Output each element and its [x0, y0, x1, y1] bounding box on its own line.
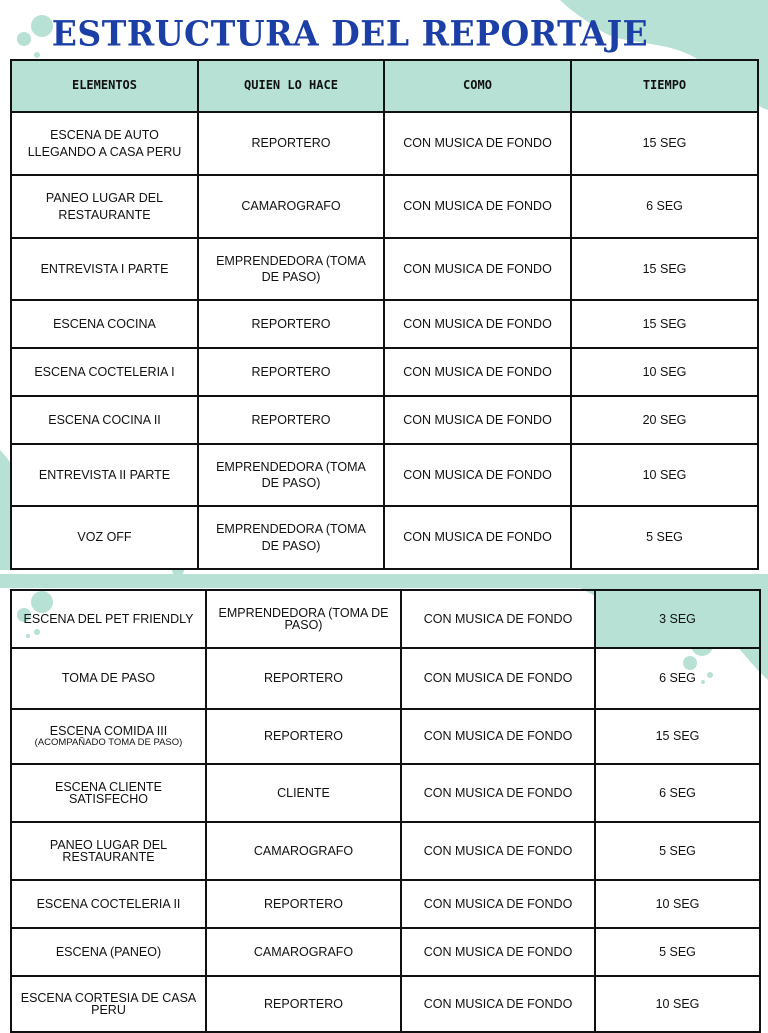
- cell-como-text: CON MUSICA DE FONDO: [403, 467, 552, 482]
- report-structure-table-2: [10, 589, 759, 1033]
- cell-quien-lo-hace-text: REPORTERO: [251, 136, 331, 151]
- table-row: [11, 238, 758, 300]
- cell-tiempo-text: 10 SEG: [655, 896, 700, 911]
- cell-tiempo-text: 10 SEG: [642, 364, 687, 379]
- cell-quien-lo-hace-text: REPORTERO: [264, 729, 343, 744]
- cell-tiempo-text: 6 SEG: [659, 785, 696, 800]
- cell-elemento: [11, 396, 198, 444]
- table-row: [11, 764, 760, 822]
- cell-elemento: [11, 928, 206, 976]
- cell-tiempo: [595, 928, 760, 976]
- table-header-row: [11, 60, 758, 112]
- cell-tiempo: [571, 175, 758, 238]
- cell-quien-lo-hace: [198, 396, 384, 444]
- cell-como-text: CON MUSICA DE FONDO: [423, 785, 573, 800]
- cell-quien-lo-hace-text: CAMAROGRAFO: [241, 199, 341, 214]
- cell-elemento-text: PANEO LUGAR DEL RESTAURANTE: [49, 837, 168, 864]
- cell-elemento-text: ESCENA DEL PET FRIENDLY: [23, 611, 194, 626]
- cell-como: [401, 822, 595, 880]
- table-row: [11, 112, 758, 175]
- table-row: [11, 444, 758, 506]
- cell-quien-lo-hace-text: EMPRENDEDORA (TOMA DE PASO): [216, 459, 366, 490]
- cell-quien-lo-hace: [206, 709, 401, 764]
- cell-tiempo: [595, 590, 760, 648]
- cell-elemento: [11, 709, 206, 764]
- cell-como-text: CON MUSICA DE FONDO: [423, 996, 573, 1011]
- cell-quien-lo-hace-text: CAMAROGRAFO: [253, 843, 354, 858]
- cell-tiempo-text: 10 SEG: [642, 467, 687, 482]
- cell-elemento-text: ESCENA (PANEO): [55, 944, 162, 959]
- cell-quien-lo-hace-text: REPORTERO: [251, 364, 331, 379]
- cell-elemento-text: VOZ OFF: [77, 530, 132, 545]
- header-elementos: ELEMENTOS: [11, 60, 198, 112]
- cell-quien-lo-hace: [198, 506, 384, 569]
- table-row: [11, 348, 758, 396]
- cell-quien-lo-hace: [198, 112, 384, 175]
- cell-elemento-text: TOMA DE PASO: [61, 671, 156, 686]
- cell-como: [384, 300, 571, 348]
- cell-como-text: CON MUSICA DE FONDO: [403, 412, 552, 427]
- cell-quien-lo-hace: [198, 444, 384, 506]
- cell-tiempo-text: 6 SEG: [659, 671, 696, 686]
- cell-quien-lo-hace: [206, 880, 401, 928]
- cell-elemento: [11, 175, 198, 238]
- cell-quien-lo-hace: [198, 348, 384, 396]
- report-structure-table-1: [10, 59, 757, 570]
- table-row: [11, 175, 758, 238]
- cell-tiempo: [571, 506, 758, 569]
- cell-elemento: [11, 590, 206, 648]
- table-row: [11, 648, 760, 709]
- cell-tiempo: [571, 238, 758, 300]
- cell-quien-lo-hace-text: EMPRENDEDORA (TOMA DE PASO): [218, 605, 389, 632]
- header-tiempo: TIEMPO: [571, 60, 758, 112]
- cell-como: [384, 348, 571, 396]
- cell-como: [401, 880, 595, 928]
- cell-quien-lo-hace-text: REPORTERO: [264, 671, 343, 686]
- cell-elemento-text: ESCENA DE AUTO LLEGANDO A CASA PERU: [27, 128, 182, 159]
- cell-elemento: [11, 880, 206, 928]
- cell-elemento-text: ESCENA CORTESIA DE CASA PERU: [20, 990, 197, 1017]
- cell-como-text: CON MUSICA DE FONDO: [403, 261, 552, 276]
- cell-como: [401, 928, 595, 976]
- cell-tiempo: [571, 348, 758, 396]
- cell-tiempo-text: 20 SEG: [642, 412, 687, 427]
- cell-quien-lo-hace-text: CAMAROGRAFO: [253, 944, 354, 959]
- cell-tiempo-text: 15 SEG: [642, 136, 687, 151]
- cell-tiempo-text: 5 SEG: [659, 843, 696, 858]
- cell-elemento: [11, 648, 206, 709]
- table-row: [11, 822, 760, 880]
- header-quien-lo-hace: QUIEN LO HACE: [198, 60, 384, 112]
- table-row: [11, 928, 760, 976]
- cell-elemento-text: ESCENA CLIENTE SATISFECHO: [55, 779, 162, 806]
- cell-tiempo-text: 5 SEG: [646, 530, 683, 545]
- cell-elemento-text: PANEO LUGAR DEL RESTAURANTE: [45, 191, 164, 222]
- cell-tiempo-text: 5 SEG: [659, 944, 696, 959]
- cell-quien-lo-hace: [198, 300, 384, 348]
- cell-tiempo: [595, 880, 760, 928]
- page-title: ESTRUCTURA DEL REPORTAJE: [51, 13, 649, 54]
- cell-quien-lo-hace-text: REPORTERO: [264, 896, 343, 911]
- cell-como: [401, 590, 595, 648]
- cell-como-text: CON MUSICA DE FONDO: [403, 199, 552, 214]
- cell-como-text: CON MUSICA DE FONDO: [423, 611, 573, 626]
- cell-elemento: [11, 822, 206, 880]
- cell-como: [384, 396, 571, 444]
- cell-tiempo: [571, 112, 758, 175]
- cell-elemento-text: ENTREVISTA II PARTE: [38, 467, 171, 482]
- cell-como: [401, 764, 595, 822]
- cell-como-text: CON MUSICA DE FONDO: [423, 896, 573, 911]
- cell-como: [384, 238, 571, 300]
- cell-elemento: [11, 112, 198, 175]
- cell-tiempo: [595, 709, 760, 764]
- cell-elemento-text: ESCENA COCINA: [53, 316, 156, 331]
- cell-como: [384, 175, 571, 238]
- cell-tiempo: [571, 396, 758, 444]
- cell-quien-lo-hace: [206, 648, 401, 709]
- cell-como-text: CON MUSICA DE FONDO: [423, 944, 573, 959]
- cell-quien-lo-hace-text: EMPRENDEDORA (TOMA DE PASO): [216, 522, 366, 553]
- cell-tiempo: [595, 648, 760, 709]
- cell-tiempo: [571, 444, 758, 506]
- cell-quien-lo-hace-text: REPORTERO: [264, 996, 343, 1011]
- cell-elemento-text: ESCENA COCTELERIA I: [34, 364, 175, 379]
- cell-como: [401, 648, 595, 709]
- cell-tiempo: [595, 822, 760, 880]
- cell-como-text: CON MUSICA DE FONDO: [423, 843, 573, 858]
- cell-tiempo-text: 3 SEG: [659, 611, 696, 626]
- cell-elemento-text: ESCENA COMIDA III: [49, 724, 168, 739]
- table-row: [11, 590, 760, 648]
- cell-tiempo-text: 15 SEG: [655, 729, 700, 744]
- cell-elemento-text: ESCENA COCTELERIA II: [36, 896, 181, 911]
- cell-quien-lo-hace-text: CLIENTE: [277, 785, 330, 800]
- cell-quien-lo-hace: [198, 175, 384, 238]
- cell-como-text: CON MUSICA DE FONDO: [403, 364, 552, 379]
- cell-como-text: CON MUSICA DE FONDO: [423, 671, 573, 686]
- table-row: [11, 880, 760, 928]
- cell-como: [401, 709, 595, 764]
- cell-como-text: CON MUSICA DE FONDO: [423, 729, 573, 744]
- cell-como: [384, 112, 571, 175]
- cell-quien-lo-hace: [206, 764, 401, 822]
- cell-elemento: [11, 300, 198, 348]
- cell-tiempo-text: 15 SEG: [642, 261, 687, 276]
- cell-quien-lo-hace: [206, 822, 401, 880]
- table-row: [11, 300, 758, 348]
- cell-elemento: [11, 238, 198, 300]
- cell-tiempo: [595, 764, 760, 822]
- cell-como-text: CON MUSICA DE FONDO: [403, 530, 552, 545]
- cell-quien-lo-hace: [206, 590, 401, 648]
- table-row: [11, 506, 758, 569]
- header-como: COMO: [384, 60, 571, 112]
- cell-elemento: [11, 764, 206, 822]
- table-row: [11, 709, 760, 764]
- cell-como-text: CON MUSICA DE FONDO: [403, 316, 552, 331]
- cell-quien-lo-hace-text: REPORTERO: [251, 316, 331, 331]
- cell-elemento: [11, 506, 198, 569]
- cell-tiempo-text: 6 SEG: [646, 199, 683, 214]
- cell-como-text: CON MUSICA DE FONDO: [403, 136, 552, 151]
- cell-tiempo-text: 15 SEG: [642, 316, 687, 331]
- cell-quien-lo-hace-text: REPORTERO: [251, 412, 331, 427]
- cell-como: [384, 506, 571, 569]
- cell-elemento: [11, 444, 198, 506]
- cell-elemento-text: ESCENA COCINA II: [48, 412, 161, 427]
- cell-tiempo-text: 10 SEG: [655, 996, 700, 1011]
- cell-elemento-subtext: (ACOMPAÑADO TOMA DE PASO): [34, 736, 183, 748]
- table-row: [11, 396, 758, 444]
- cell-como: [384, 444, 571, 506]
- cell-quien-lo-hace: [206, 928, 401, 976]
- cell-quien-lo-hace: [198, 238, 384, 300]
- cell-elemento-text: ENTREVISTA I PARTE: [40, 261, 169, 276]
- cell-elemento: [11, 348, 198, 396]
- cell-quien-lo-hace-text: EMPRENDEDORA (TOMA DE PASO): [216, 253, 366, 284]
- cell-tiempo: [571, 300, 758, 348]
